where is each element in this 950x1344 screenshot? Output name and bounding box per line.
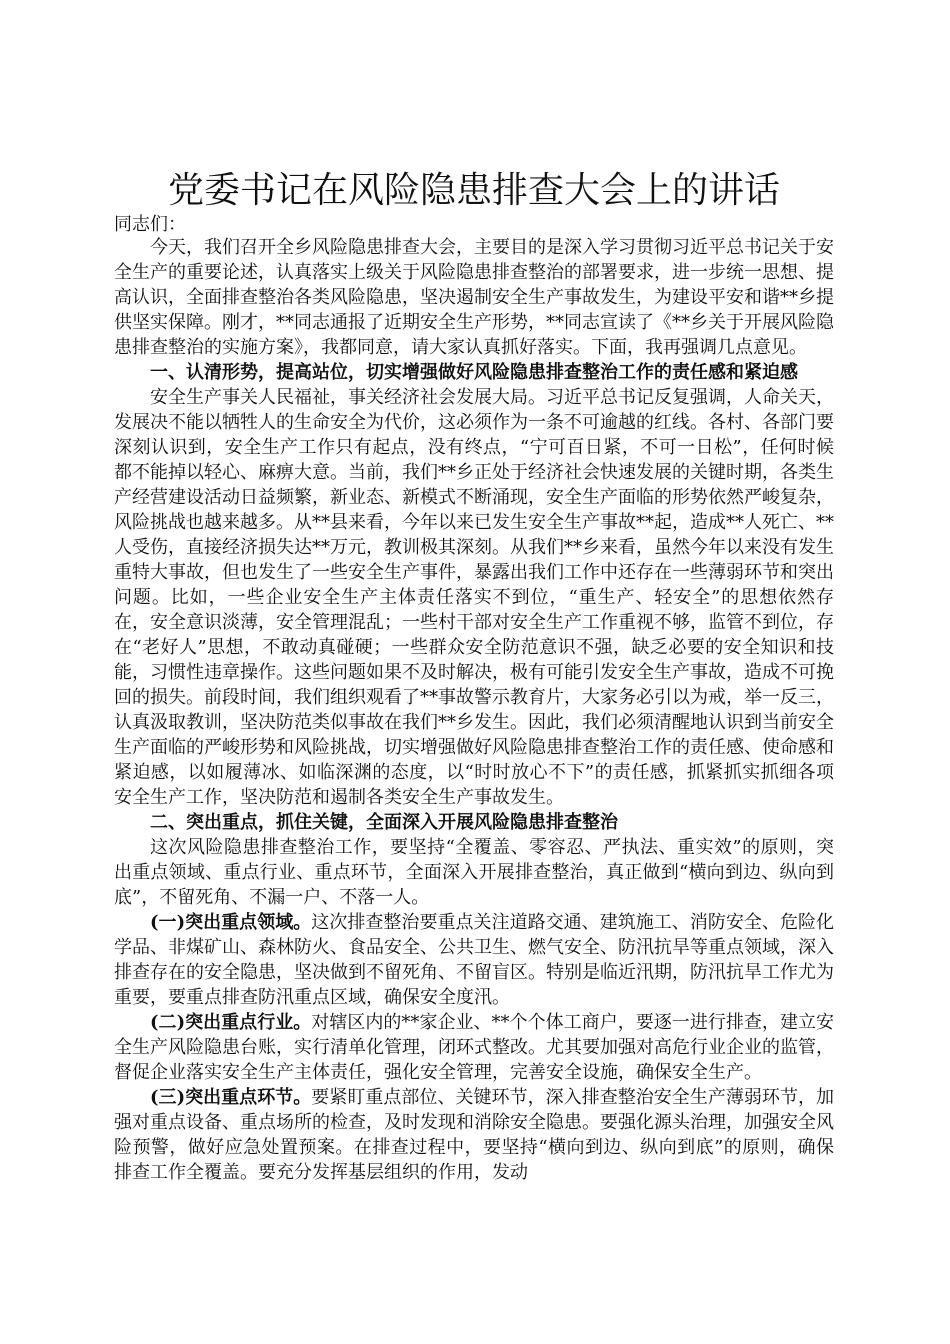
item-3-lead: (三)突出重点环节。: [150, 1087, 312, 1108]
item-3-paragraph: [114, 1085, 834, 1185]
item-1-body: 这次排查整治要重点关注道路交通、建筑施工、消防安全、危险化学品、非煤矿山、森林防火、食品安全、公共卫生、燃气安全、防汛抗旱等重点领域，深入排查存在的安全隐患，坚决做到不留死角、不留盲区。特别是临近汛期，防汛抗旱工作尤为重要，要重点排查防汛重点区域，确保安全度汛。: [114, 912, 834, 1008]
item-2-paragraph: [114, 1010, 834, 1085]
salutation: 同志们：: [114, 214, 186, 235]
item-3-body: 要紧盯重点部位、关键环节，深入排查整治安全生产薄弱环节，加强对重点设备、重点场所的检查，及时发现和消除安全隐患。要强化源头治理，加强安全风险预警，做好应急处置预案。在排查过程中，要坚持“横向到边、纵向到底”的原则，确保排查工作全覆盖。要充分发挥基层组织的作用，发动: [114, 1087, 834, 1183]
document-page: [114, 168, 834, 1185]
section-1-body: 安全生产事关人民福祉，事关经济社会发展大局。习近平总书记反复强调，人命关天，发展决不能以牺牲人的生命安全为代价，这必须作为一条不可逾越的红线。各村、各部门要深刻认识到，安全生产工作只有起点，没有终点，“宁可百日紧，不可一日松”，任何时候都不能掉以轻心、麻痹大意。当前，我们**乡正处于经济社会快速发展的关键时期，各类生产经营建设活动日益频繁，新业态、新模式不断涌现，安全生产面临的形势依然严峻复杂，风险挑战也越来越多。从**县来看，今年以来已发生安全生产事故**起，造成**人死亡、**人受伤，直接经济损失达**万元，教训极其深刻。从我们**乡来看，虽然今年以来没有发生重特大事故，但也发生了一些安全生产事件，暴露出我们工作中还存在一些薄弱环节和突出问题。比如，一些企业安全生产主体责任落实不到位，“重生产、轻安全”的思想依然存在，安全意识淡薄，安全管理混乱；一些村干部对安全生产工作重视不够，监管不到位，存在“老好人”思想，不敢动真碰硬；一些群众安全防范意识不强，缺乏必要的安全知识和技能，习惯性违章操作。这些问题如果不及时解决，极有可能引发安全生产事故，造成不可挽回的损失。前段时间，我们组织观看了**事故警示教育片，大家务必引以为戒，举一反三，认真汲取教训，坚决防范类似事故在我们**乡发生。因此，我们必须清醒地认识到当前安全生产面临的严峻形势和风险挑战，切实增强做好风险隐患排查整治工作的责任感、使命感和紧迫感，以如履薄冰、如临深渊的态度，以“时时放心不下”的责任感，抓紧抓实抓细各项安全生产工作，坚决防范和遏制各类安全生产事故发生。: [114, 387, 834, 808]
item-2-lead: (二)突出重点行业。: [150, 1012, 312, 1033]
item-1-paragraph: [114, 910, 834, 1010]
section-2-body: 这次风险隐患排查整治工作，要坚持“全覆盖、零容忍、严执法、重实效”的原则，突出重点领域、重点行业、重点环节，全面深入开展排查整治，真正做到“横向到边、纵向到底”，不留死角、不漏一户、不落一人。: [114, 837, 834, 908]
section-2-heading: 二、突出重点，抓住关键，全面深入开展风险隐患排查整治: [150, 812, 618, 833]
section-1-heading: 一、认清形势，提高站位，切实增强做好风险隐患排查整治工作的责任感和紧迫感: [150, 362, 798, 383]
item-2-body: 对辖区内的**家企业、**个个体工商户，要逐一进行排查，建立安全生产风险隐患台账，实行清单化管理，闭环式整改。尤其要加强对高危行业企业的监管，督促企业落实安全生产主体责任，强化安全管理，完善安全设施，确保安全生产。: [114, 1012, 834, 1083]
document-title: 党委书记在风险隐患排查大会上的讲话: [167, 170, 780, 211]
intro-paragraph: 今天，我们召开全乡风险隐患排查大会，主要目的是深入学习贯彻习近平总书记关于安全生产的重要论述，认真落实上级关于风险隐患排查整治的部署要求，进一步统一思想、提高认识，全面排查整治各类风险隐患，坚决遏制安全生产事故发生，为建设平安和谐**乡提供坚实保障。刚才，**同志通报了近期安全生产形势，**同志宣读了《**乡关于开展风险隐患排查整治的实施方案》，我都同意，请大家认真抓好落实。下面，我再强调几点意见。: [114, 237, 834, 358]
item-1-lead: (一)突出重点领域。: [150, 912, 312, 933]
